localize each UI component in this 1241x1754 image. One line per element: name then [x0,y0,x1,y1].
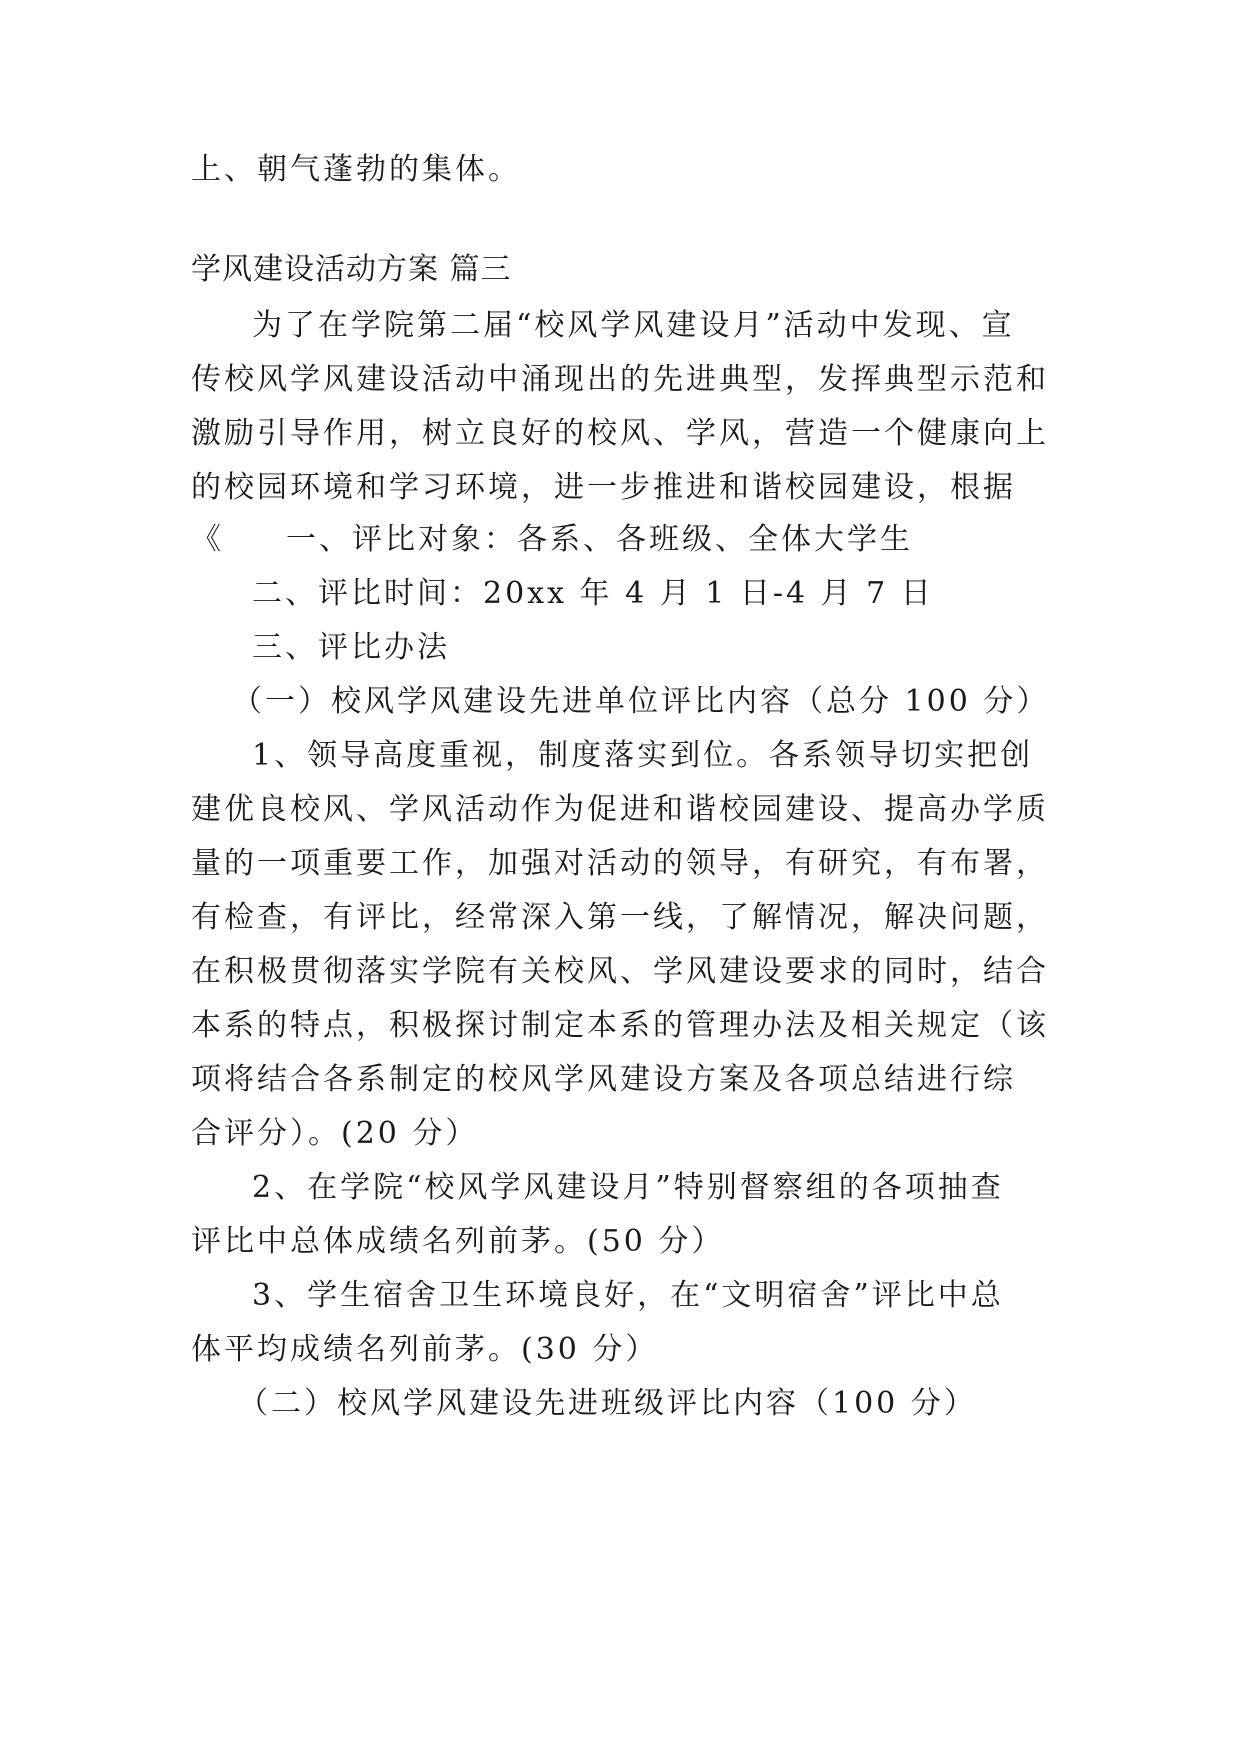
point1-line-4: 有检查，有评比，经常深入第一线，了解情况，解决问题， [191,900,1049,935]
point1-line-6: 本系的特点，积极探讨制定本系的管理办法及相关规定（该 [191,1008,1049,1043]
point3-line-1: 3、学生宿舍卫生环境良好，在“文明宿舍”评比中总 [252,1278,1004,1313]
intro-line-1: 为了在学院第二届“校风学风建设月”活动中发现、宣 [252,308,1015,343]
point2-line-2: 评比中总体成绩名列前茅。(50 分） [191,1224,725,1259]
section-title: 学风建设活动方案 篇三 [191,252,512,287]
item-evaluation-time: 二、评比时间：20xx 年 4 月 1 日-4 月 7 日 [252,576,934,611]
point1-line-8: 合评分）。(20 分） [191,1116,479,1151]
sub-heading-unit: （一）校风学风建设先进单位评比内容（总分 100 分） [232,684,1050,719]
truncated-bracket: 《 [191,522,224,557]
point1-line-3: 量的一项重要工作，加强对活动的领导，有研究，有布署， [191,846,1049,881]
point3-line-2: 体平均成绩名列前茅。(30 分） [191,1332,659,1367]
point1-line-7: 项将结合各系制定的校风学风建设方案及各项总结进行综 [191,1062,1016,1097]
point1-line-1: 1、领导高度重视，制度落实到位。各系领导切实把创 [252,738,1034,773]
sub-heading-class: （二）校风学风建设先进班级评比内容（100 分） [238,1386,977,1421]
truncated-line [191,520,913,560]
intro-line-2: 传校风学风建设活动中涌现出的先进典型，发挥典型示范和 [191,362,1049,397]
item-evaluation-method: 三、评比办法 [252,630,450,665]
point2-line-1: 2、在学院“校风学风建设月”特别督察组的各项抽查 [252,1170,1004,1205]
intro-line-4: 的校园环境和学习环境，进一步推进和谐校园建设，根据 [191,470,1016,505]
point1-line-2: 建优良校风、学风活动作为促进和谐校园建设、提高办学质 [191,792,1049,827]
point1-line-5: 在积极贯彻落实学院有关校风、学风建设要求的同时，结合 [191,954,1049,989]
intro-line-3: 激励引导作用，树立良好的校风、学风，营造一个健康向上 [191,416,1049,451]
item-evaluation-target: 一、评比对象：各系、各班级、全体大学生 [286,522,913,557]
continuation-line: 上、朝气蓬勃的集体。 [191,152,521,187]
